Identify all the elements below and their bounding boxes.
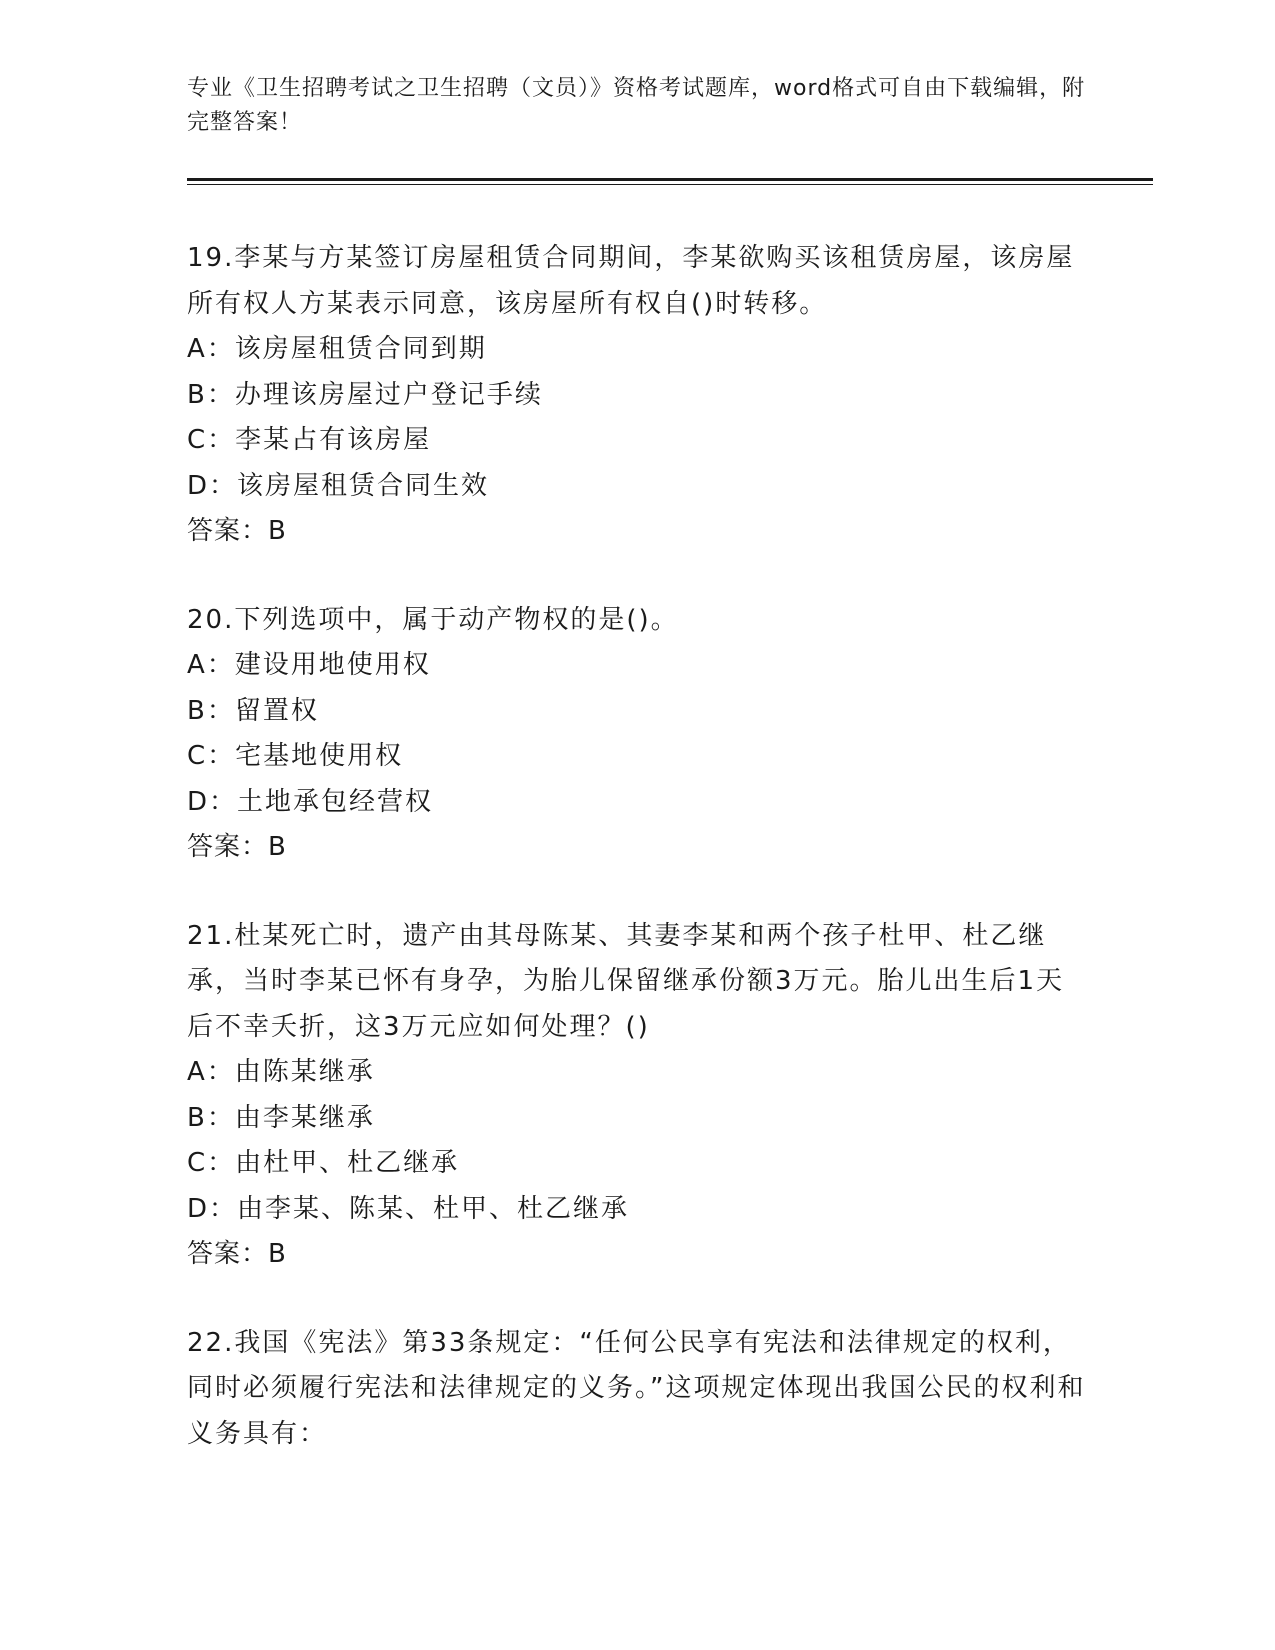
- option-b: B：由李某继承: [187, 1102, 375, 1133]
- option-a: A：建设用地使用权: [187, 650, 431, 680]
- option-c: C：由杜甲、杜乙继承: [187, 1148, 460, 1178]
- option-c: C：宅基地使用权: [187, 741, 404, 771]
- option-b: B：办理该房屋过户登记手续: [187, 379, 543, 410]
- option-d: D：该房屋租赁合同生效: [187, 470, 490, 501]
- option-a: A：由陈某继承: [187, 1057, 375, 1087]
- question-list: [187, 236, 1087, 1500]
- question-21: [187, 914, 1087, 1278]
- header-divider-thin: [187, 184, 1153, 185]
- option-d: D：由李某、陈某、杜甲、杜乙继承: [187, 1193, 630, 1224]
- header-divider-thick: [187, 178, 1153, 181]
- question-stem: 19.李某与方某签订房屋租赁合同期间，李某欲购买该租赁房屋，该房屋所有权人方某表示同意，该房屋所有权自()时转移。: [187, 243, 1075, 319]
- question-stem: 22.我国《宪法》第33条规定：“任何公民享有宪法和法律规定的权利，同时必须履行宪法和法律规定的义务。”这项规定体现出我国公民的权利和义务具有：: [187, 1327, 1086, 1449]
- document-header: 专业《卫生招聘考试之卫生招聘（文员）》资格考试题库，word格式可自由下载编辑，附完整答案！: [187, 76, 1086, 135]
- question-20: [187, 598, 1087, 871]
- option-b: B：留置权: [187, 695, 319, 726]
- option-a: A：该房屋租赁合同到期: [187, 334, 487, 364]
- option-c: C：李某占有该房屋: [187, 425, 432, 455]
- question-22: [187, 1321, 1087, 1458]
- answer-line: 答案：B: [187, 832, 287, 862]
- question-19: [187, 236, 1087, 555]
- question-stem: 20.下列选项中，属于动产物权的是()。: [187, 604, 679, 635]
- option-d: D：土地承包经营权: [187, 786, 434, 817]
- question-stem: 21.杜某死亡时，遗产由其母陈某、其妻李某和两个孩子杜甲、杜乙继承，当时李某已怀有身孕，为胎儿保留继承份额3万元。胎儿出生后1天后不幸夭折，这3万元应如何处理？(): [187, 920, 1065, 1042]
- answer-line: 答案：B: [187, 1239, 287, 1269]
- answer-line: 答案：B: [187, 516, 287, 546]
